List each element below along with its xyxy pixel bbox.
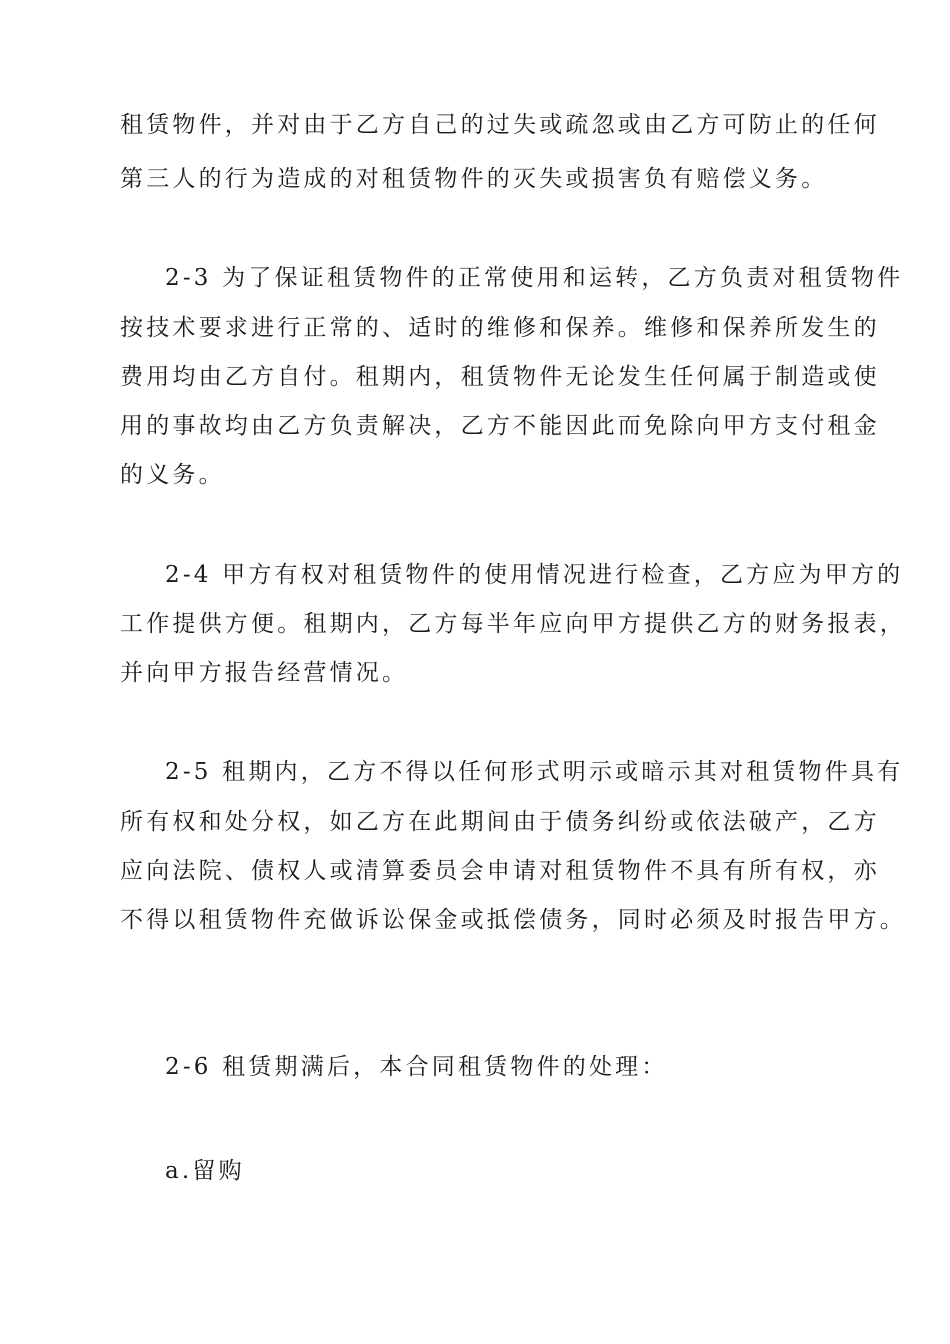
- text-line: 2-3 为了保证租赁物件的正常使用和运转，乙方负责对租赁物件: [165, 265, 904, 291]
- text-line: 2-4 甲方有权对租赁物件的使用情况进行检查，乙方应为甲方的: [165, 562, 904, 588]
- text-line: 租赁物件，并对由于乙方自己的过失或疏忽或由乙方可防止的任何: [120, 112, 880, 138]
- text-line: a.留购: [165, 1158, 245, 1184]
- text-line: 工作提供方便。租期内，乙方每半年应向甲方提供乙方的财务报表，: [120, 611, 906, 637]
- text-line: 2-5 租期内，乙方不得以任何形式明示或暗示其对租赁物件具有: [165, 759, 904, 785]
- text-line: 并向甲方报告经营情况。: [120, 660, 409, 686]
- text-line: 2-6 租赁期满后，本合同租赁物件的处理：: [165, 1054, 668, 1080]
- text-line: 费用均由乙方自付。租期内，租赁物件无论发生任何属于制造或使: [120, 364, 880, 390]
- text-line: 不得以租赁物件充做诉讼保金或抵偿债务，同时必须及时报告甲方。: [120, 907, 906, 933]
- text-line: 的义务。: [120, 462, 225, 488]
- text-line: 应向法院、债权人或清算委员会申请对租赁物件不具有所有权，亦: [120, 858, 880, 884]
- text-line: 所有权和处分权，如乙方在此期间由于债务纠纷或依法破产，乙方: [120, 809, 880, 835]
- text-line: 用的事故均由乙方负责解决，乙方不能因此而免除向甲方支付租金: [120, 413, 880, 439]
- text-line: 按技术要求进行正常的、适时的维修和保养。维修和保养所发生的: [120, 315, 880, 341]
- text-line: 第三人的行为造成的对租赁物件的灭失或损害负有赔偿义务。: [120, 166, 828, 192]
